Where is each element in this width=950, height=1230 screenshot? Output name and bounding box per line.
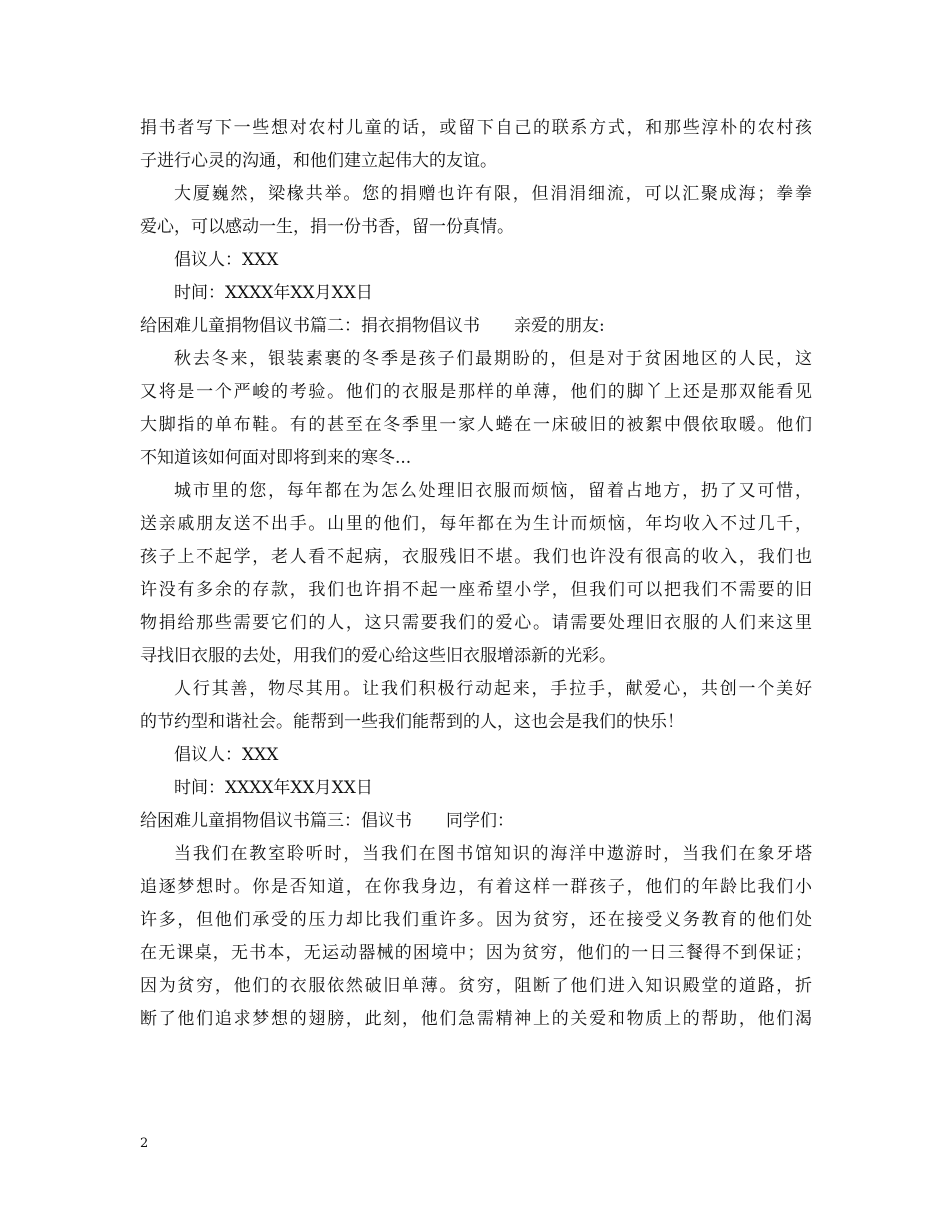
text-line: 许没有多余的存款，我们也许捐不起一座希望小学，但我们可以把我们不需要的旧 [140, 580, 812, 600]
date-line: 时间：XXXX年XX月XX日 [174, 778, 373, 798]
text-line: 大厦巍然，梁椽共举。您的捐赠也许有限，但涓涓细流，可以汇聚成海；拳拳 [174, 184, 812, 204]
date-line: 时间：XXXX年XX月XX日 [174, 283, 373, 303]
text-line: 不知道该如何面对即将到来的寒冬... [140, 448, 412, 468]
section-heading: 给困难儿童捐物倡议书篇三：倡议书 同学们： [140, 811, 514, 831]
text-line: 孩子上不起学，老人看不起病，衣服残旧不堪。我们也许没有很高的收入，我们也 [140, 547, 812, 567]
signature-line: 倡议人：XXX [174, 745, 279, 765]
text-line: 寻找旧衣服的去处，用我们的爱心给这些旧衣服增添新的光彩。 [140, 646, 616, 666]
document-body [140, 112, 812, 1036]
text-line: 城市里的您，每年都在为怎么处理旧衣服而烦恼，留着占地方，扔了又可惜， [174, 481, 812, 501]
page-number: 2 [140, 1136, 149, 1151]
section-heading: 给困难儿童捐物倡议书篇二：捐衣捐物倡议书 亲爱的朋友: [140, 316, 605, 336]
text-line: 子进行心灵的沟通，和他们建立起伟大的友谊。 [140, 151, 497, 171]
text-line: 大脚指的单布鞋。有的甚至在冬季里一家人蜷在一床破旧的被絮中偎依取暖。他们 [140, 415, 812, 435]
text-line: 又将是一个严峻的考验。他们的衣服是那样的单薄，他们的脚丫上还是那双能看见 [140, 382, 812, 402]
text-line: 在无课桌，无书本，无运动器械的困境中；因为贫穷，他们的一日三餐得不到保证； [140, 943, 812, 963]
text-line: 因为贫穷，他们的衣服依然破旧单薄。贫穷，阻断了他们进入知识殿堂的道路，折 [140, 976, 812, 996]
text-line: 捐书者写下一些想对农村儿童的话，或留下自己的联系方式，和那些淳朴的农村孩 [140, 118, 812, 138]
text-line: 秋去冬来，银装素裹的冬季是孩子们最期盼的，但是对于贫困地区的人民，这 [174, 349, 812, 369]
text-line: 物捐给那些需要它们的人，这只需要我们的爱心。请需要处理旧衣服的人们来这里 [140, 613, 812, 633]
text-line: 追逐梦想时。你是否知道，在你我身边，有着这样一群孩子，他们的年龄比我们小 [140, 877, 812, 897]
text-line: 许多，但他们承受的压力却比我们重许多。因为贫穷，还在接受义务教育的他们处 [140, 910, 812, 930]
text-line: 断了他们追求梦想的翅膀，此刻，他们急需精神上的关爱和物质上的帮助，他们渴 [140, 1009, 812, 1029]
text-line: 送亲戚朋友送不出手。山里的他们，每年都在为生计而烦恼，年均收入不过几千， [140, 514, 812, 534]
signature-line: 倡议人：XXX [174, 250, 279, 270]
text-line: 爱心，可以感动一生，捐一份书香，留一份真情。 [140, 217, 514, 237]
text-line: 人行其善，物尽其用。让我们积极行动起来，手拉手，献爱心，共创一个美好 [174, 679, 812, 699]
text-line: 当我们在教室聆听时，当我们在图书馆知识的海洋中遨游时，当我们在象牙塔 [174, 844, 812, 864]
text-line: 的节约型和谐社会。能帮到一些我们能帮到的人，这也会是我们的快乐！ [140, 712, 684, 732]
